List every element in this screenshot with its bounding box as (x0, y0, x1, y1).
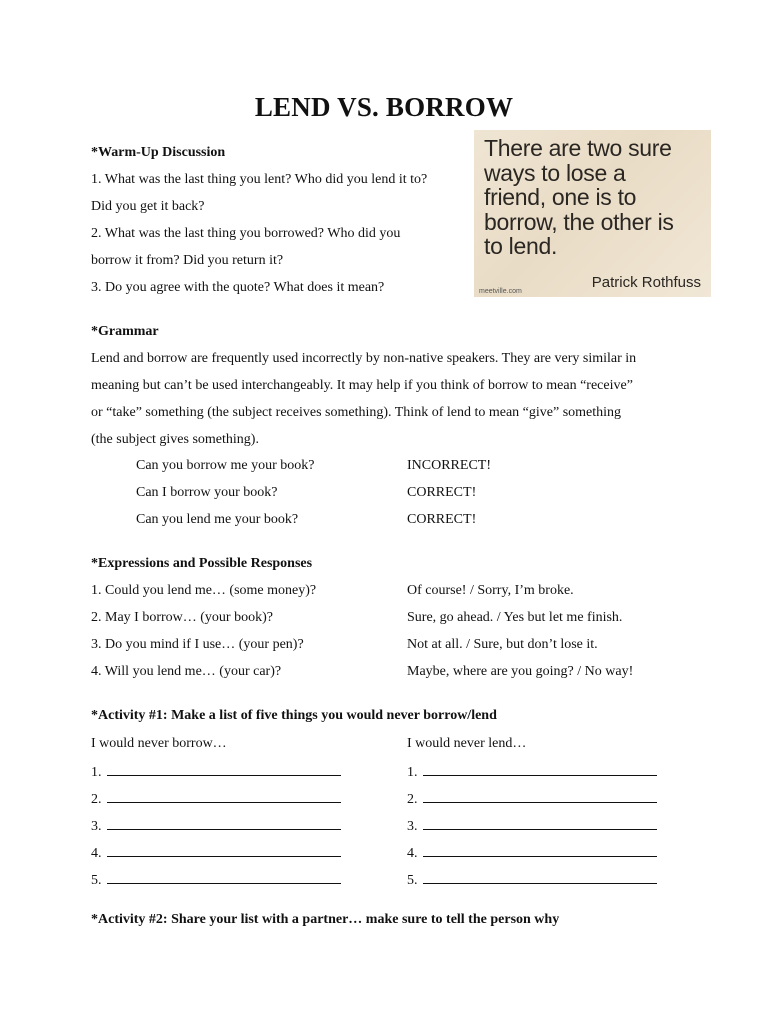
expression-text: 3. Do you mind if I use… (your pen)? (91, 637, 304, 652)
example-sentence: Can you borrow me your book? (136, 458, 315, 473)
expressions-heading: *Expressions and Possible Responses (91, 556, 313, 571)
example-verdict: INCORRECT! (407, 458, 491, 473)
lend-blank-line[interactable]: 1. (407, 762, 657, 781)
example-verdict: CORRECT! (407, 485, 477, 500)
lend-blank-line[interactable]: 3. (407, 816, 657, 835)
expression-text: 1. Could you lend me… (some money)? (91, 583, 317, 598)
activity2-heading: *Activity #2: Share your list with a partner… make sure to tell the person why (91, 912, 560, 927)
expression-text: 4. Will you lend me… (your car)? (91, 664, 282, 679)
lend-list-label: I would never lend… (407, 736, 527, 751)
grammar-heading: *Grammar (91, 324, 159, 339)
quote-source: meetville.com (479, 288, 522, 295)
borrow-list-label: I would never borrow… (91, 736, 227, 751)
grammar-line: meaning but can’t be used interchangeably. It may help if you think of borrow to mean “receive” (91, 378, 633, 393)
expression-response: Maybe, where are you going? / No way! (407, 664, 634, 679)
example-sentence: Can you lend me your book? (136, 512, 299, 527)
warmup-line: 3. Do you agree with the quote? What does it mean? (91, 280, 385, 295)
borrow-blank-line[interactable]: 3. (91, 816, 341, 835)
lend-blank-line[interactable]: 5. (407, 870, 657, 889)
borrow-blank-line[interactable]: 4. (91, 843, 341, 862)
borrow-blank-line[interactable]: 1. (91, 762, 341, 781)
expression-response: Of course! / Sorry, I’m broke. (407, 583, 574, 598)
example-verdict: CORRECT! (407, 512, 477, 527)
quote-author: Patrick Rothfuss (591, 274, 701, 291)
warmup-line: 1. What was the last thing you lent? Who did you lend it to? (91, 172, 428, 187)
quote-image (474, 130, 711, 297)
expression-response: Not at all. / Sure, but don’t lose it. (407, 637, 598, 652)
example-sentence: Can I borrow your book? (136, 485, 278, 500)
grammar-line: or “take” something (the subject receives something). Think of lend to mean “give” something (91, 405, 622, 420)
quote-text: There are two sure ways to lose a friend, one is to borrow, the other is to lend. (484, 135, 674, 259)
warmup-line: borrow it from? Did you return it? (91, 253, 284, 268)
expression-text: 2. May I borrow… (your book)? (91, 610, 273, 625)
grammar-line: (the subject gives something). (91, 432, 259, 447)
warmup-line: 2. What was the last thing you borrowed? Who did you (91, 226, 401, 241)
grammar-line: Lend and borrow are frequently used incorrectly by non-native speakers. They are very similar in (91, 351, 637, 366)
borrow-blank-line[interactable]: 5. (91, 870, 341, 889)
lend-blank-line[interactable]: 2. (407, 789, 657, 808)
activity1-heading: *Activity #1: Make a list of five things you would never borrow/lend (91, 708, 497, 723)
lend-blank-line[interactable]: 4. (407, 843, 657, 862)
expression-response: Sure, go ahead. / Yes but let me finish. (407, 610, 623, 625)
borrow-blank-line[interactable]: 2. (91, 789, 341, 808)
warmup-line: Did you get it back? (91, 199, 205, 214)
warmup-heading: *Warm-Up Discussion (91, 145, 226, 160)
page-title: LEND VS. BORROW (254, 92, 514, 122)
